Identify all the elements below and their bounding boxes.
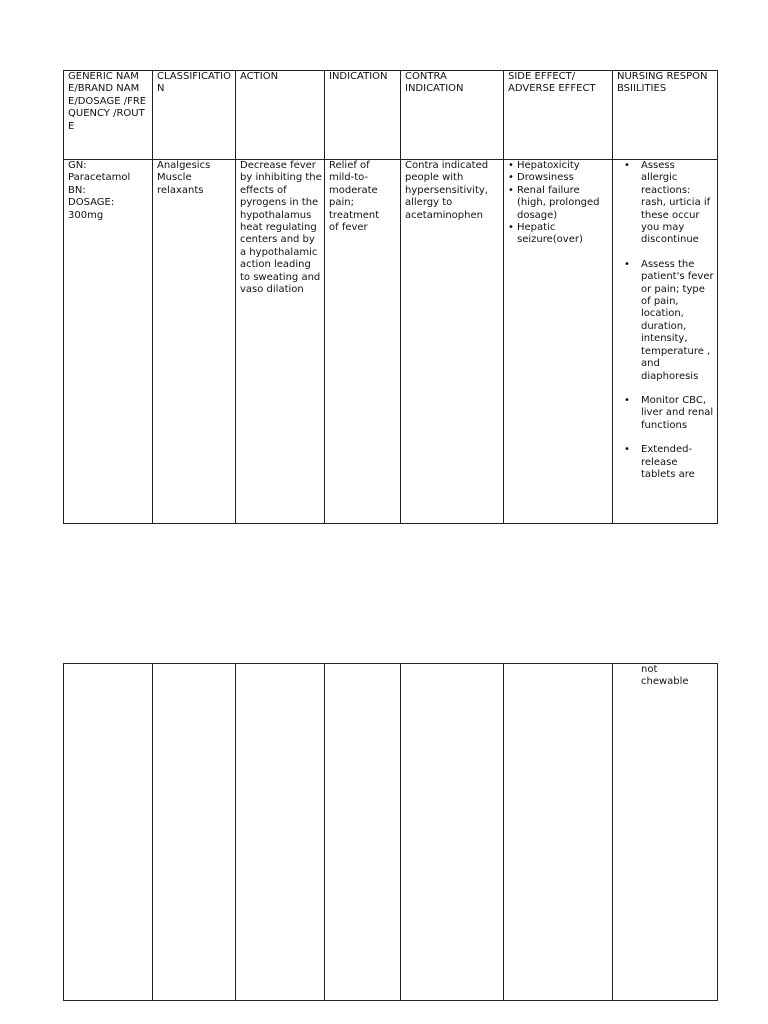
dosage-label: DOSAGE:: [68, 197, 115, 209]
action-cell: Decrease fever by inhibiting the effects of pyrogens in the hypothalamus heat regulating centers and by a hypothalamic action leading to sweating and vaso dilation: [240, 160, 322, 296]
header-side-effect: SIDE EFFECT/ ADVERSE EFFECT: [508, 71, 596, 95]
header-contra-indication: CONTRA INDICATION: [405, 71, 464, 95]
gn-label: GN:: [68, 160, 87, 171]
indication-cell: Relief of mild-to-moderate pain; treatment of fever: [329, 160, 380, 234]
column-divider: [503, 664, 504, 1000]
drug-study-table: [63, 70, 718, 524]
header-classification: CLASSIFICATION: [157, 71, 231, 95]
column-divider: [324, 664, 325, 1000]
column-divider: [152, 71, 153, 523]
generic-cell: [68, 160, 150, 222]
gn-value: Paracetamol: [68, 172, 131, 184]
classification-item: Muscle relaxants: [157, 172, 204, 196]
side-effect-item: • Drowsiness: [508, 172, 608, 184]
nursing-cell: [614, 160, 714, 524]
column-divider: [324, 71, 325, 523]
column-divider: [235, 71, 236, 523]
column-divider: [152, 664, 153, 1000]
side-effect-cell: [508, 160, 608, 247]
nursing-continuation: not chewable: [641, 664, 689, 688]
header-generic: GENERIC NAME/BRAND NAME/DOSAGE /FREQUENCY /ROUTE: [68, 71, 147, 132]
column-divider: [503, 71, 504, 523]
dosage-value: 300mg: [68, 209, 104, 221]
nursing-item: • Monitor CBC, liver and renal functions: [614, 395, 714, 432]
column-divider: [612, 71, 613, 523]
classification-cell: [157, 160, 233, 197]
bn-label: BN:: [68, 184, 86, 196]
nursing-item: • Assess the patient's fever or pain; type of pain, location, duration, intensity, temperature , and diaphoresis: [614, 259, 714, 383]
nursing-item: • Assess allergic reactions: rash, urticia if these occur you may discontinue: [614, 160, 714, 247]
column-divider: [612, 664, 613, 1000]
side-effect-item: • Hepatoxicity: [508, 160, 608, 172]
drug-study-table-continuation: [63, 663, 718, 1001]
nursing-item: • Extended-release tablets are: [614, 444, 714, 481]
header-nursing: NURSING RESPONBSIILITIES: [617, 71, 708, 95]
side-effect-item: • Renal failure (high, prolonged dosage): [508, 185, 608, 222]
header-action: ACTION: [240, 71, 279, 82]
header-indication: INDICATION: [329, 71, 388, 82]
contra-indication-cell: Contra indicated people with hypersensitivity, allergy to acetaminophen: [405, 160, 489, 221]
column-divider: [235, 664, 236, 1000]
classification-item: Analgesics: [157, 160, 211, 171]
side-effect-item: • Hepatic seizure(over): [508, 222, 608, 247]
column-divider: [400, 664, 401, 1000]
column-divider: [400, 71, 401, 523]
